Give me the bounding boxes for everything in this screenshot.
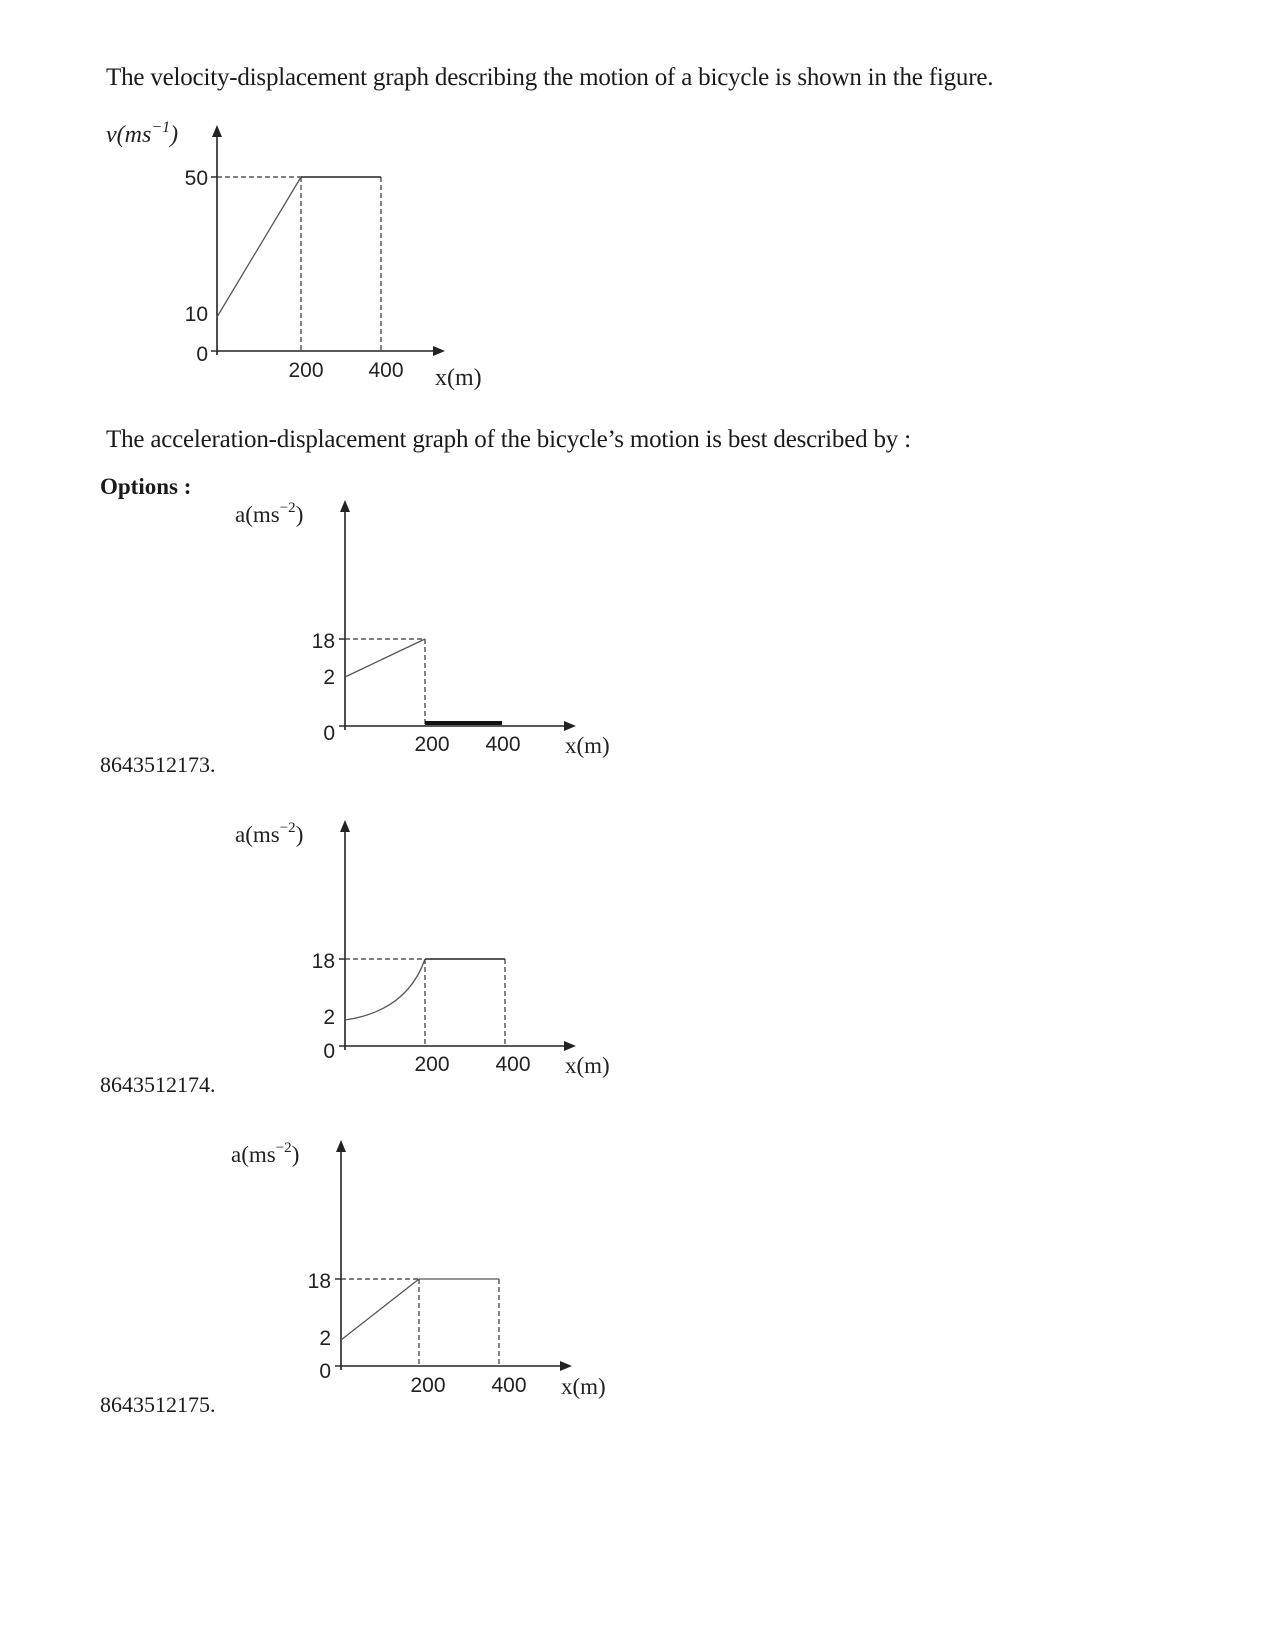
velocity-ramp [217, 177, 301, 317]
a-axis-arrow [336, 1140, 346, 1152]
x-tick-200: 200 [414, 1053, 450, 1076]
acceleration-curve [345, 959, 425, 1020]
a-axis-label: $a(ms^{-2})$ [235, 820, 304, 847]
y-tick-18: 18 [311, 950, 335, 973]
a-axis-label: $a(ms^{-2})$ [231, 1140, 300, 1167]
option-3-id[interactable]: 8643512175. [100, 1392, 216, 1417]
velocity-displacement-figure [100, 115, 520, 405]
y-tick-0: 0 [323, 1040, 335, 1063]
y-tick-18: 18 [307, 1270, 331, 1293]
x-axis-label: x(m) [565, 1053, 610, 1078]
x-axis-arrow [560, 1361, 572, 1371]
a-axis-arrow [340, 820, 350, 832]
options-heading: Options : [100, 474, 192, 499]
question-prompt: The acceleration-displacement graph of the bicycle’s motion is best described by : [106, 426, 911, 453]
x-tick-200: 200 [410, 1374, 446, 1397]
x-tick-400: 400 [495, 1053, 531, 1076]
y-tick-0: 0 [319, 1360, 331, 1383]
acceleration-ramp [341, 1279, 419, 1340]
acceleration-ramp [345, 639, 425, 677]
y-tick-0: 0 [323, 722, 335, 745]
v-axis-arrow [212, 125, 222, 137]
y-tick-50: 50 [184, 167, 208, 190]
a-axis-label: $a(ms^{-2})$ [235, 500, 304, 527]
x-tick-200: 200 [414, 733, 450, 756]
x-axis-label: x(m) [561, 1374, 606, 1399]
y-tick-0: 0 [196, 343, 208, 366]
y-tick-2: 2 [323, 666, 335, 689]
option-1-graph [225, 495, 645, 785]
x-tick-200: 200 [288, 359, 324, 382]
y-tick-10: 10 [184, 303, 208, 326]
a-axis-arrow [340, 500, 350, 512]
y-tick-2: 2 [319, 1327, 331, 1350]
option-3-graph [225, 1135, 645, 1425]
x-tick-400: 400 [368, 359, 404, 382]
option-2-id[interactable]: 8643512174. [100, 1072, 216, 1097]
option-1-id[interactable]: 8643512173. [100, 752, 216, 777]
question-stem: The velocity-displacement graph describing the motion of a bicycle is shown in the figure. [106, 64, 994, 91]
x-axis-label: x(m) [435, 365, 482, 391]
v-axis-label: $v(ms^{-1})$ [106, 119, 179, 148]
x-axis-arrow [564, 721, 576, 731]
x-axis-arrow [433, 346, 445, 356]
x-axis-arrow [564, 1041, 576, 1051]
x-tick-400: 400 [491, 1374, 527, 1397]
y-tick-2: 2 [323, 1006, 335, 1029]
x-axis-label: x(m) [565, 733, 610, 758]
y-tick-18: 18 [311, 630, 335, 653]
option-2-graph [225, 815, 645, 1105]
x-tick-400: 400 [485, 733, 521, 756]
